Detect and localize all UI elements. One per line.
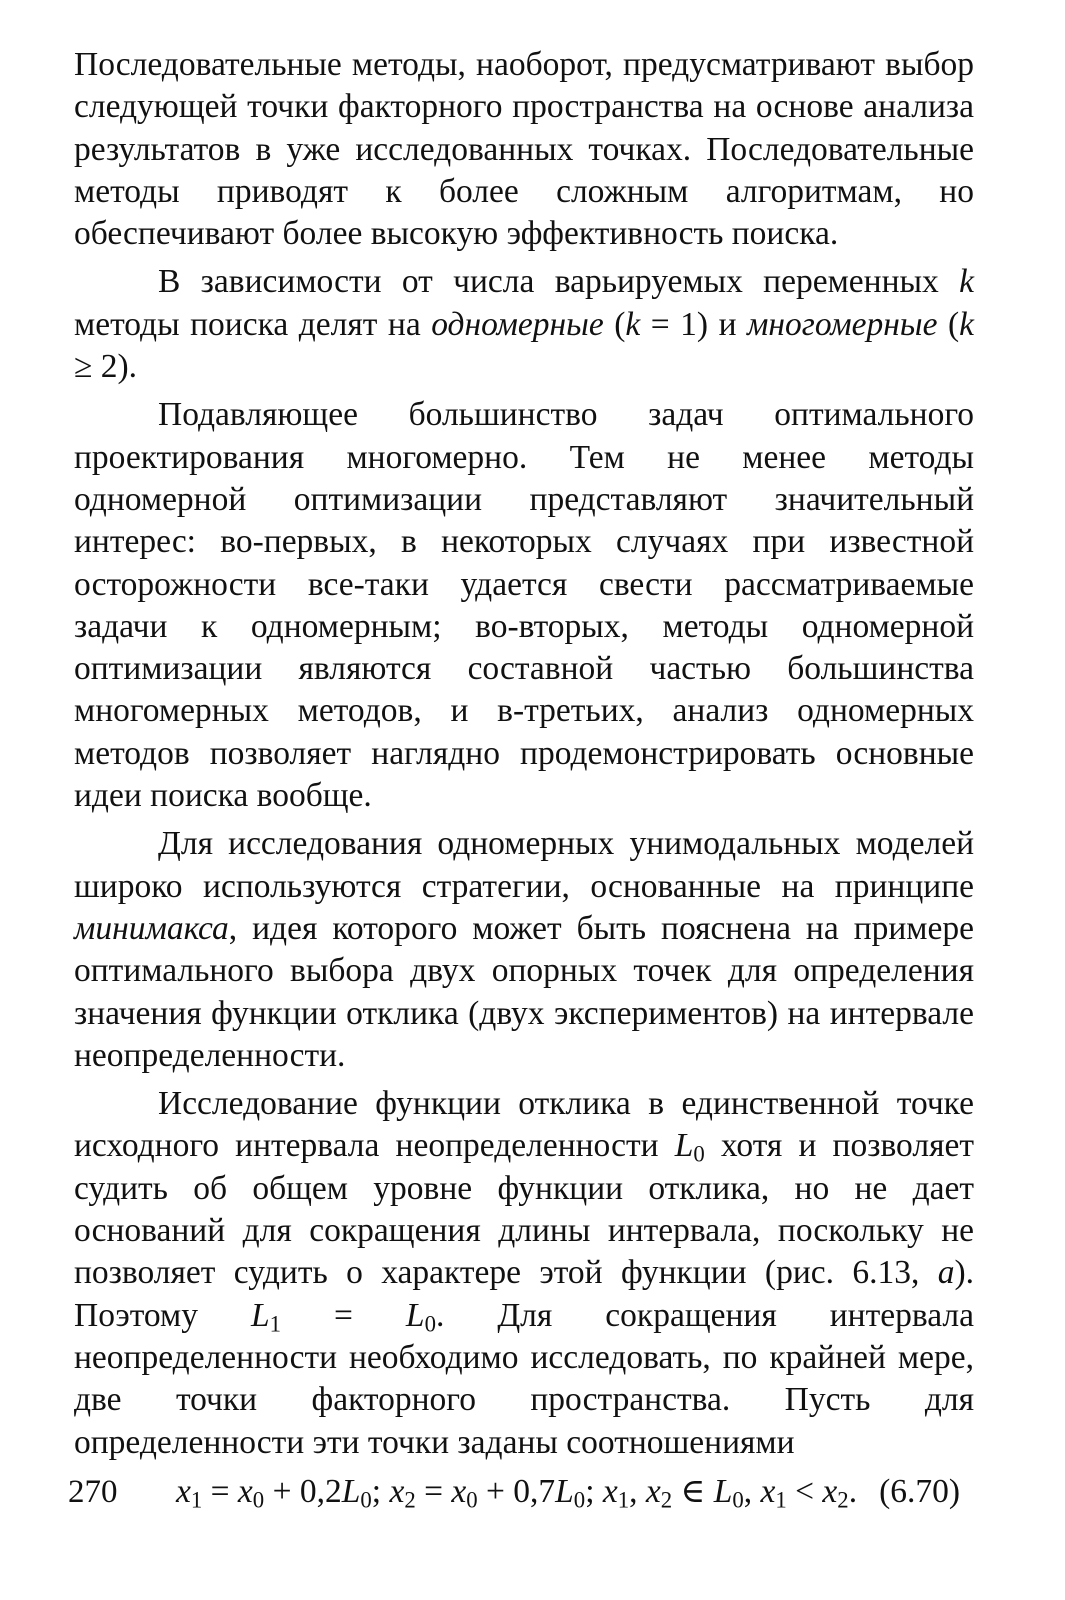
term-multi-dimensional: многомерные <box>747 305 938 343</box>
paragraph-5 <box>74 1083 974 1464</box>
op: < <box>786 1472 823 1510</box>
term-one-dimensional: одномерные <box>431 305 604 343</box>
var-k: k <box>625 305 641 343</box>
text-run: = <box>281 1296 406 1334</box>
var-x: x <box>451 1472 467 1510</box>
subscript: 2 <box>660 1487 673 1513</box>
var-k: k <box>959 263 974 301</box>
subscript: 0 <box>252 1487 265 1513</box>
var-L: L <box>251 1296 270 1334</box>
text-run: ( <box>603 305 626 343</box>
var-x: x <box>602 1472 618 1510</box>
equation-number: (6.70) <box>879 1472 960 1510</box>
op: = <box>202 1472 238 1510</box>
var-L: L <box>713 1472 733 1510</box>
paragraph-4 <box>74 823 974 1077</box>
subscript: 0 <box>693 1142 705 1168</box>
op: + 0,7 <box>477 1472 556 1510</box>
page-body <box>74 44 974 1514</box>
text-run: , идея которого может быть пояснена на примере оптимального выбора двух опорных точек для определения значения функции отклика (двух экспериментов) на интервале неопределенности. <box>74 909 974 1074</box>
var-x: x <box>822 1472 838 1510</box>
op: ∈ <box>672 1472 714 1510</box>
subscript: 1 <box>190 1487 203 1513</box>
var-x: x <box>176 1472 191 1510</box>
var-x: x <box>389 1472 405 1510</box>
var-L: L <box>405 1296 425 1334</box>
paragraph-3: Подавляющее большинство задач оптимального проектирования многомерно. Тем не менее методы одномерной оптимизации представляют значительный интерес: во-первых, в некоторых случаях при известной осторожности все-таки удается свести рассматриваемые задачи к одномерным; во-вторых, методы одномерной оптимизации являются составной частью большинства многомерных методов, и в-третьих, анализ одномерных методов позволяет наглядно продемонстрировать основные идеи поиска вообще. <box>74 396 974 815</box>
op: + 0,2 <box>264 1472 342 1510</box>
var-k: k <box>959 305 974 343</box>
text-run: Для исследования одномерных унимодальных моделей широко используются стратегии, основанные на принципе <box>74 825 974 905</box>
op: ; <box>585 1472 603 1510</box>
term-minimax: минимакса <box>74 909 229 947</box>
subscript: 2 <box>404 1487 416 1513</box>
op: ; <box>371 1472 390 1510</box>
equation-6-70 <box>74 1470 974 1514</box>
text-run: методы поиска делят на <box>74 305 432 343</box>
var-L: L <box>341 1472 361 1510</box>
op: , <box>743 1472 761 1510</box>
text-run: ). Поэтому <box>74 1254 974 1334</box>
op: . <box>848 1472 858 1510</box>
op: , <box>629 1472 646 1510</box>
text-run: Исследование функции отклика в единственной точке исходного интервала неопределенности <box>74 1085 974 1165</box>
paragraph-1: Последовательные методы, наоборот, предусматривают выбор следующей точки факторного пространства на основе анализа результатов в уже исследованных точках. Последовательные методы приводят к более сложным алгоритмам, но обеспечивают более высокую эффективность поиска. <box>74 46 974 253</box>
subscript: 0 <box>424 1311 436 1337</box>
var-x: x <box>645 1472 661 1510</box>
var-L: L <box>555 1472 574 1510</box>
figure-part-letter: а <box>937 1254 955 1292</box>
text-run: . Для сокращения интервала неопределенности необходимо исследовать, по крайней мере, две точки факторного пространства. Пусть для определенности эти точки заданы соотношениями <box>74 1296 974 1461</box>
paragraph-2 <box>74 261 974 388</box>
page-number: 270 <box>68 1474 118 1510</box>
var-x: x <box>760 1472 776 1510</box>
subscript: 1 <box>775 1487 787 1513</box>
var-x: x <box>237 1472 253 1510</box>
text-run: В зависимости от числа варьируемых переменных <box>158 263 960 301</box>
subscript: 0 <box>573 1487 586 1513</box>
text-run: ( <box>937 305 960 343</box>
text-run: хотя и позволяет судить об общем уровне функции отклика, но не дает оснований для сокращения длины интервала, поскольку не позволяет судить о характере этой функции (рис. 6.13, <box>74 1127 974 1292</box>
subscript: 1 <box>617 1487 630 1513</box>
equation-expression <box>176 1470 857 1514</box>
subscript: 0 <box>732 1487 744 1513</box>
subscript: 0 <box>360 1487 372 1513</box>
subscript: 0 <box>466 1487 478 1513</box>
op: = <box>415 1472 452 1510</box>
text-run: ≥ 2). <box>74 348 138 386</box>
var-L: L <box>674 1127 694 1165</box>
subscript: 1 <box>269 1311 282 1337</box>
subscript: 2 <box>837 1487 849 1513</box>
text-run: = 1) и <box>640 305 747 343</box>
